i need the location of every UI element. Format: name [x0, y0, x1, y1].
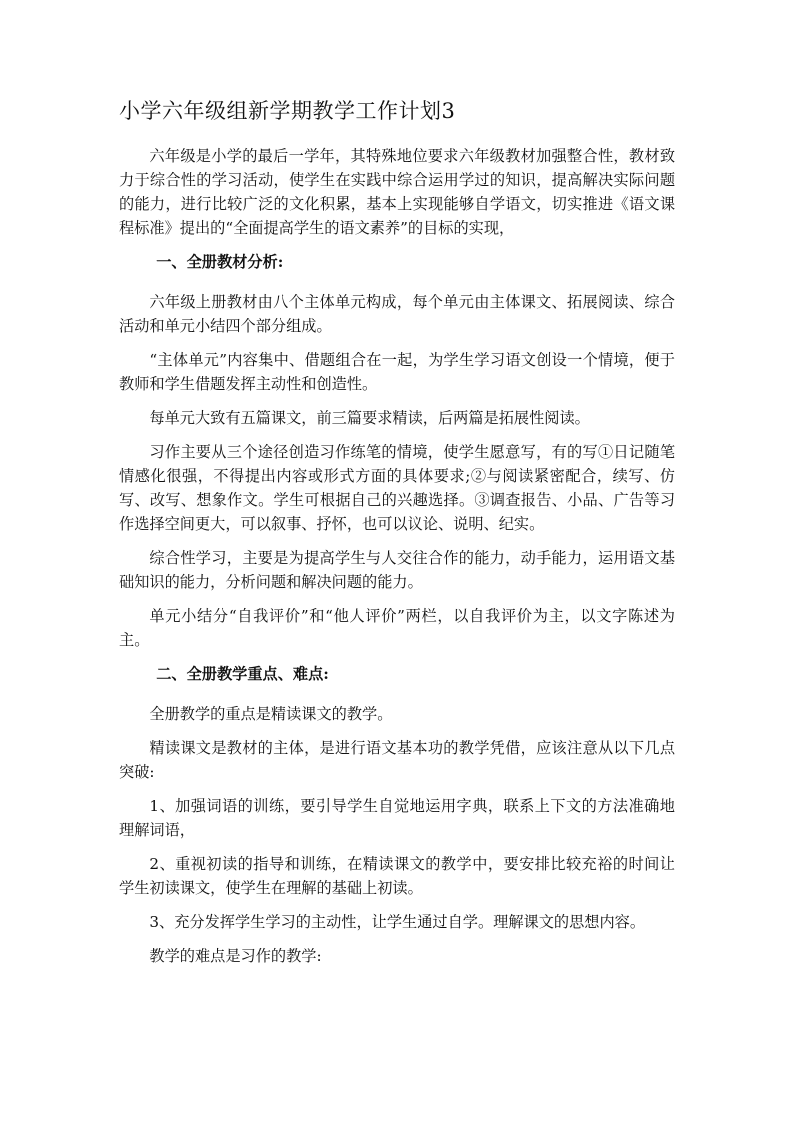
list-item-paragraph: 1、加强词语的训练，要引导学生自觉地运用字典，联系上下文的方法准确地理解词语， — [119, 797, 675, 839]
body-paragraph: 单元小结分“自我评价”和“他人评价”两栏，以自我评价为主，以文字陈述为主。 — [119, 607, 675, 649]
body-paragraph: “主体单元”内容集中、借题组合在一起，为学生学习语文创设一个情境，便于教师和学生借题发挥主动性和创造性。 — [119, 351, 675, 393]
body-paragraph: 综合性学习，主要是为提高学生与人交往合作的能力，动手能力，运用语文基础知识的能力，分析问题和解决问题的能力。 — [119, 549, 675, 591]
section-heading-materials: 一、全册教材分析: — [156, 253, 284, 271]
intro-paragraph: 六年级是小学的最后一学年，其特殊地位要求六年级教材加强整合性，教材致力于综合性的学习活动，使学生在实践中综合运用学过的知识，提高解决实际问题的能力，进行比较广泛的文化积累，基本上实现能够自学语文，切实推进《语文课程标准》提出的“全面提高学生的语文素养”的目标的实现， — [119, 147, 675, 237]
body-paragraph: 全册教学的重点是精读课文的教学。 — [149, 705, 393, 723]
body-paragraph: 精读课文是教材的主体，是进行语文基本功的教学凭借，应该注意从以下几点突破: — [119, 739, 675, 781]
section-heading-key-points: 二、全册教学重点、难点: — [156, 665, 329, 683]
body-paragraph: 教学的难点是习作的教学: — [149, 947, 322, 965]
document-title: 小学六年级组新学期教学工作计划3 — [119, 99, 456, 123]
list-item-paragraph: 2、重视初读的指导和训练，在精读课文的教学中，要安排比较充裕的时间让学生初读课文，使学生在理解的基础上初读。 — [119, 855, 675, 897]
body-paragraph: 每单元大致有五篇课文，前三篇要求精读，后两篇是拓展性阅读。 — [149, 409, 590, 427]
document-body — [119, 144, 675, 978]
body-paragraph: 六年级上册教材由八个主体单元构成，每个单元由主体课文、拓展阅读、综合活动和单元小结四个部分组成。 — [119, 293, 675, 335]
body-paragraph: 习作主要从三个途径创造习作练笔的情境，使学生愿意写，有的写①日记随笔情感化很强，不得提出内容或形式方面的具体要求;②与阅读紧密配合，续写、仿写、改写、想象作文。学生可根据自己的兴趣选择。③调查报告、小品、广告等习作选择空间更大，可以叙事、抒怀，也可以议论、说明、纪实。 — [119, 443, 675, 533]
list-item-paragraph: 3、充分发挥学生学习的主动性，让学生通过自学。理解课文的思想内容。 — [149, 913, 646, 931]
